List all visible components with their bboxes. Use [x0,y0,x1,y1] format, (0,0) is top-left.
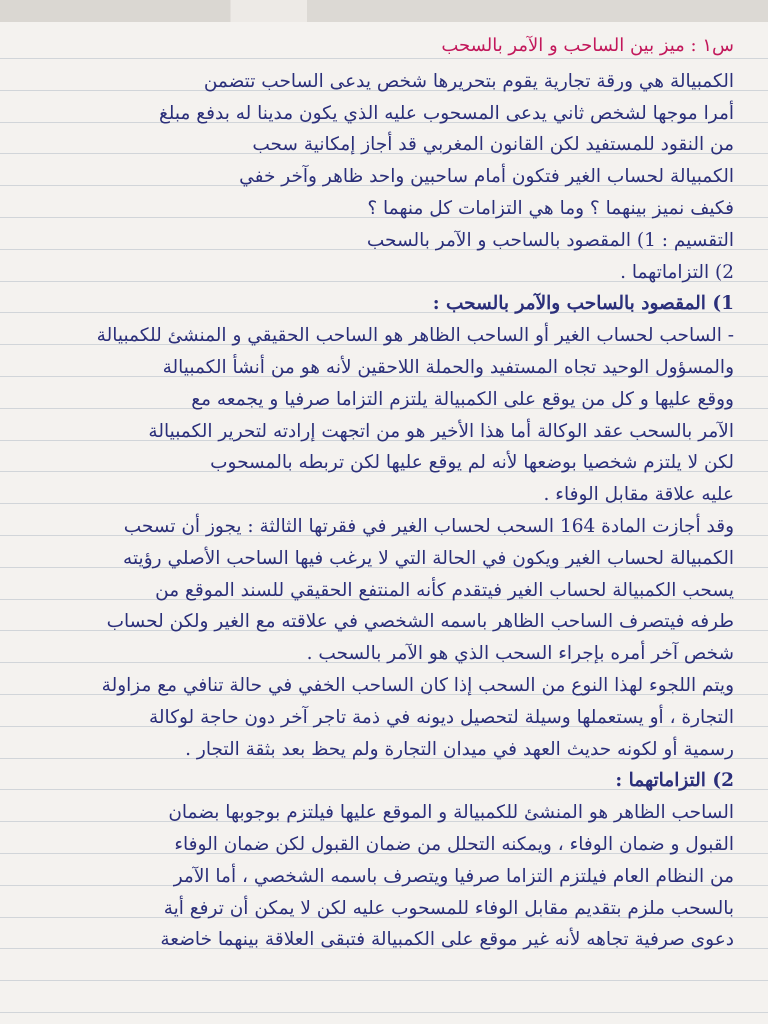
section1-line: ووقع عليها و كل من يوقع على الكمبيالة يلتزم التزاما صرفيا و يجمعه مع [191,388,734,410]
section2-line: من النظام العام فيلتزم التزاما صرفيا ويتصرف باسمه الشخصي ، أما الآمر [173,865,734,887]
intro-line: الكمبيالة هي ورقة تجارية يقوم بتحريرها شخص يدعى الساحب تتضمن [203,70,734,92]
section1-line: رسمية أو لكونه حديث العهد في ميدان التجارة ولم يحظ بعد بثقة التجار . [185,738,734,760]
section1-line: عليه علاقة مقابل الوفاء . [543,484,734,506]
section2-line: الساحب الظاهر هو المنشئ للكمبيالة و الموقع عليها فيلتزم بوجوبها بضمان [168,802,734,824]
section1-line: شخص آخر أمره بإجراء السحب الذي هو الآمر بالسحب . [306,643,734,665]
question-title: س١ : ميز بين الساحب و الآمر بالسحب [441,35,734,56]
section2-line: بالسحب ملزم بتقديم مقابل الوفاء للمسحوب عليه لكن لا يمكن أن ترفع أية [163,897,734,919]
section1-line: لكن لا يلتزم شخصيا بوضعها لأنه لم يوقع عليها لكن تربطه بالمسحوب [210,452,734,474]
section1-line: - الساحب لحساب الغير أو الساحب الظاهر هو الساحب الحقيقي و المنشئ للكمبيالة [96,325,734,347]
intro-line: الكمبيالة لحساب الغير فتكون أمام ساحبين واحد ظاهر وآخر خفي [239,166,734,188]
intro-line: من النقود للمستفيد لكن القانون المغربي قد أجاز إمكانية سحب [252,134,734,156]
section1-line: وقد أجازت المادة 164 السحب لحساب الغير في فقرتها الثالثة : يجوز أن تسحب [123,515,734,537]
section2-heading: 2) التزاماتهما : [615,770,734,792]
answer-text [36,30,734,956]
intro-line: أمرا موجها لشخص ثاني يدعى المسحوب عليه الذي يكون مدينا له بدفع مبلغ [158,102,734,124]
notebook-rule-line [0,980,768,981]
section1-line: الكمبيالة لحساب الغير ويكون في الحالة التي لا يرغب فيها الساحب الأصلي رؤيته [123,547,734,569]
plan-line: 2) التزاماتهما . [620,261,734,283]
section1-line: الآمر بالسحب عقد الوكالة أما هذا الأخير هو من اتجهت إرادته لتحرير الكمبيالة [148,420,734,442]
section1-heading: 1) المقصود بالساحب والآمر بالسحب : [432,293,734,315]
intro-line: فكيف نميز بينهما ؟ وما هي التزامات كل منهما ؟ [367,197,734,219]
notebook-rule-line [0,1012,768,1013]
section1-line: التجارة ، أو يستعملها وسيلة لتحصيل ديونه في ذمة تاجر آخر دون حاجة لوكالة [149,706,734,728]
page-top-edge [0,0,768,22]
section1-line: ويتم اللجوء لهذا النوع من السحب إذا كان الساحب الخفي في حالة تنافي مع مزاولة [101,674,734,696]
section1-line: يسحب الكمبيالة لحساب الغير فيتقدم كأنه المنتفع الحقيقي للسند الموقع من [155,579,734,601]
section1-line: والمسؤول الوحيد تجاه المستفيد والحملة اللاحقين لأنه هو من أنشأ الكمبيالة [162,356,734,378]
plan-line: التقسيم : 1) المقصود بالساحب و الآمر بالسحب [366,229,734,251]
section1-line: طرفه فيتصرف الساحب الظاهر باسمه الشخصي في علاقته مع الغير ولكن لحساب [106,611,734,633]
section2-line: القبول و ضمان الوفاء ، ويمكنه التحلل من ضمان القبول لكن ضمان الوفاء [174,833,734,855]
section2-line: دعوى صرفية تجاهه لأنه غير موقع على الكمبيالة فتبقى العلاقة بينهما خاضعة [160,929,734,951]
